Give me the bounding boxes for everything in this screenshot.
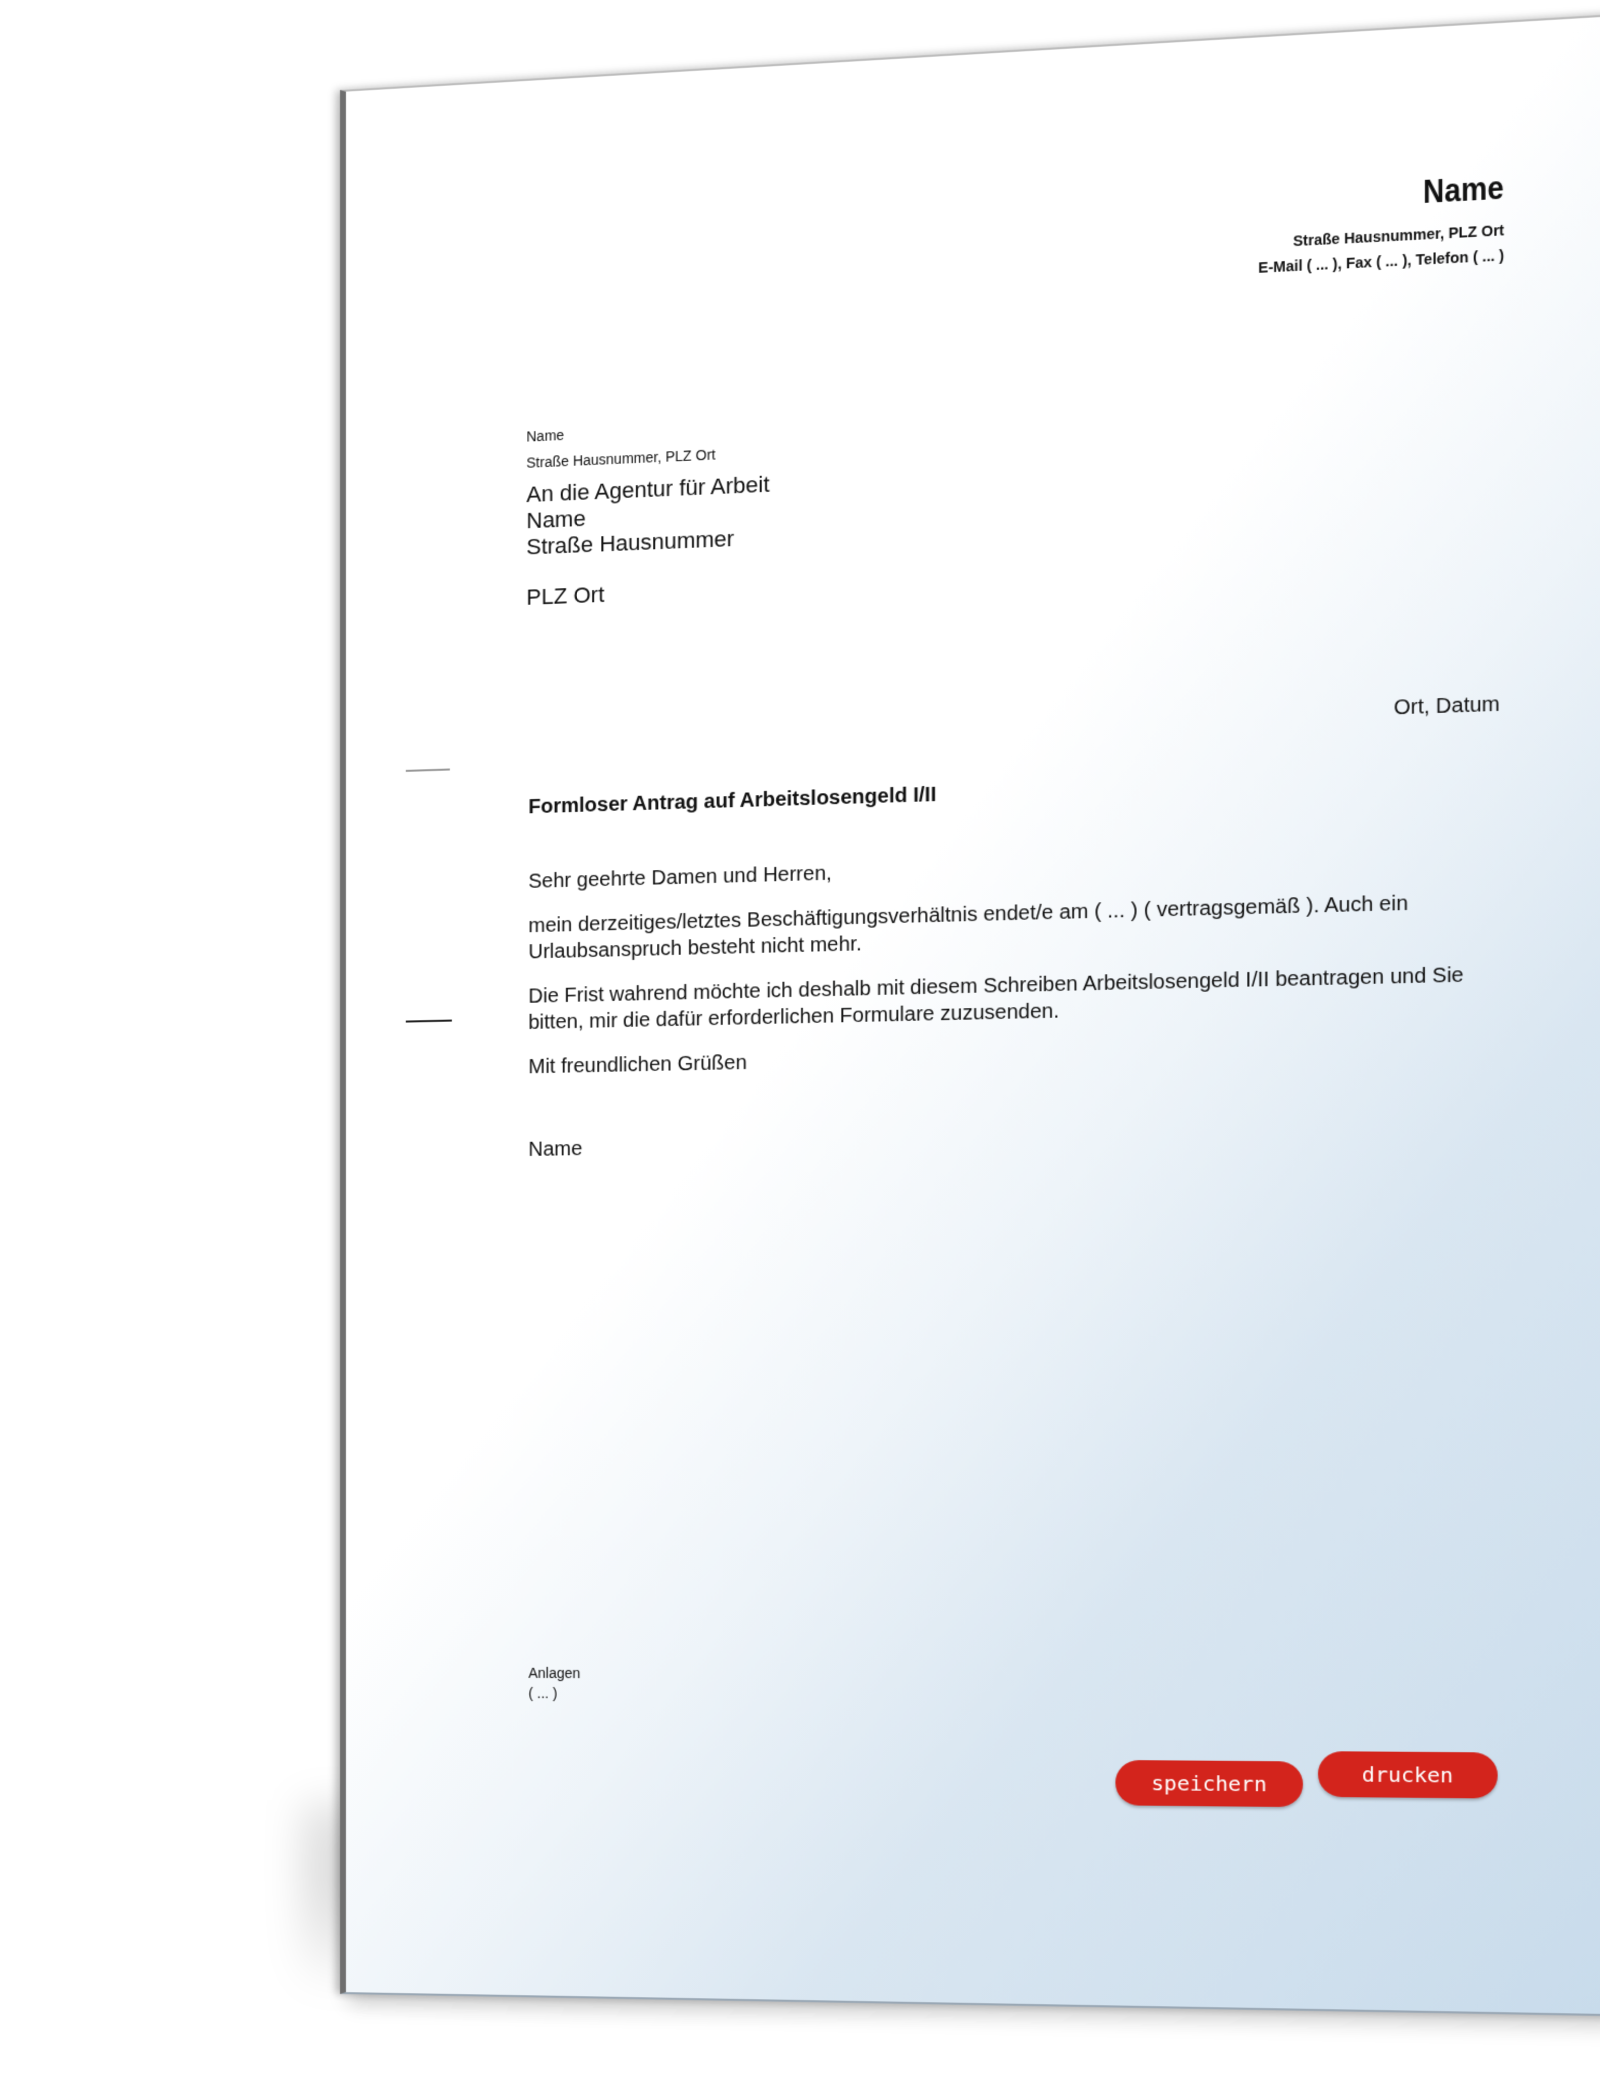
attachments-label: Anlagen xyxy=(528,1664,581,1682)
attachments-block xyxy=(528,1663,580,1704)
recipient-line-4: PLZ Ort xyxy=(526,581,605,610)
salutation: Sehr geehrte Damen und Herren, xyxy=(528,862,832,893)
recipient-line-1: An die Agentur für Arbeit xyxy=(526,471,770,508)
return-name: Name xyxy=(526,426,565,445)
subject-line: Formloser Antrag auf Arbeitslosengeld I/II xyxy=(528,783,937,819)
print-button[interactable]: drucken xyxy=(1318,1751,1498,1798)
attachments-value: ( ... ) xyxy=(528,1684,558,1702)
save-button[interactable]: speichern xyxy=(1115,1760,1303,1807)
signature-name: Name xyxy=(528,1137,583,1161)
recipient-address xyxy=(526,471,769,611)
hole-punch-mark xyxy=(406,1020,452,1023)
sender-contact: E-Mail ( ... ), Fax ( ... ), Telefon ( ... ) xyxy=(1258,246,1505,276)
return-street: Straße Hausnummer, PLZ Ort xyxy=(526,446,716,471)
body-paragraph-1: mein derzeitiges/letztes Beschäftigungsverhältnis endet/e am ( ... ) ( vertragsgemäß ). Auch ein Urlaubsanspruch besteht nicht mehr. xyxy=(528,892,1409,964)
fold-mark xyxy=(406,768,450,771)
letter-page xyxy=(340,14,1600,2016)
sender-name: Name xyxy=(1423,169,1505,211)
date-line: Ort, Datum xyxy=(1393,693,1500,720)
body-paragraph-2: Die Frist wahrend möchte ich deshalb mit diesem Schreiben Arbeitslosengeld I/II beantragen und Sie bitten, mir die dafür erforderlichen Formulare zuzusenden. xyxy=(528,963,1464,1035)
recipient-line-2: Name xyxy=(526,505,586,534)
sender-block xyxy=(1258,169,1504,280)
letter-body xyxy=(528,842,1471,1098)
return-address xyxy=(526,415,715,476)
closing: Mit freundlichen Grüßen xyxy=(528,1051,747,1079)
recipient-line-3: Straße Hausnummer xyxy=(526,525,735,560)
sender-address: Straße Hausnummer, PLZ Ort xyxy=(1293,221,1505,250)
